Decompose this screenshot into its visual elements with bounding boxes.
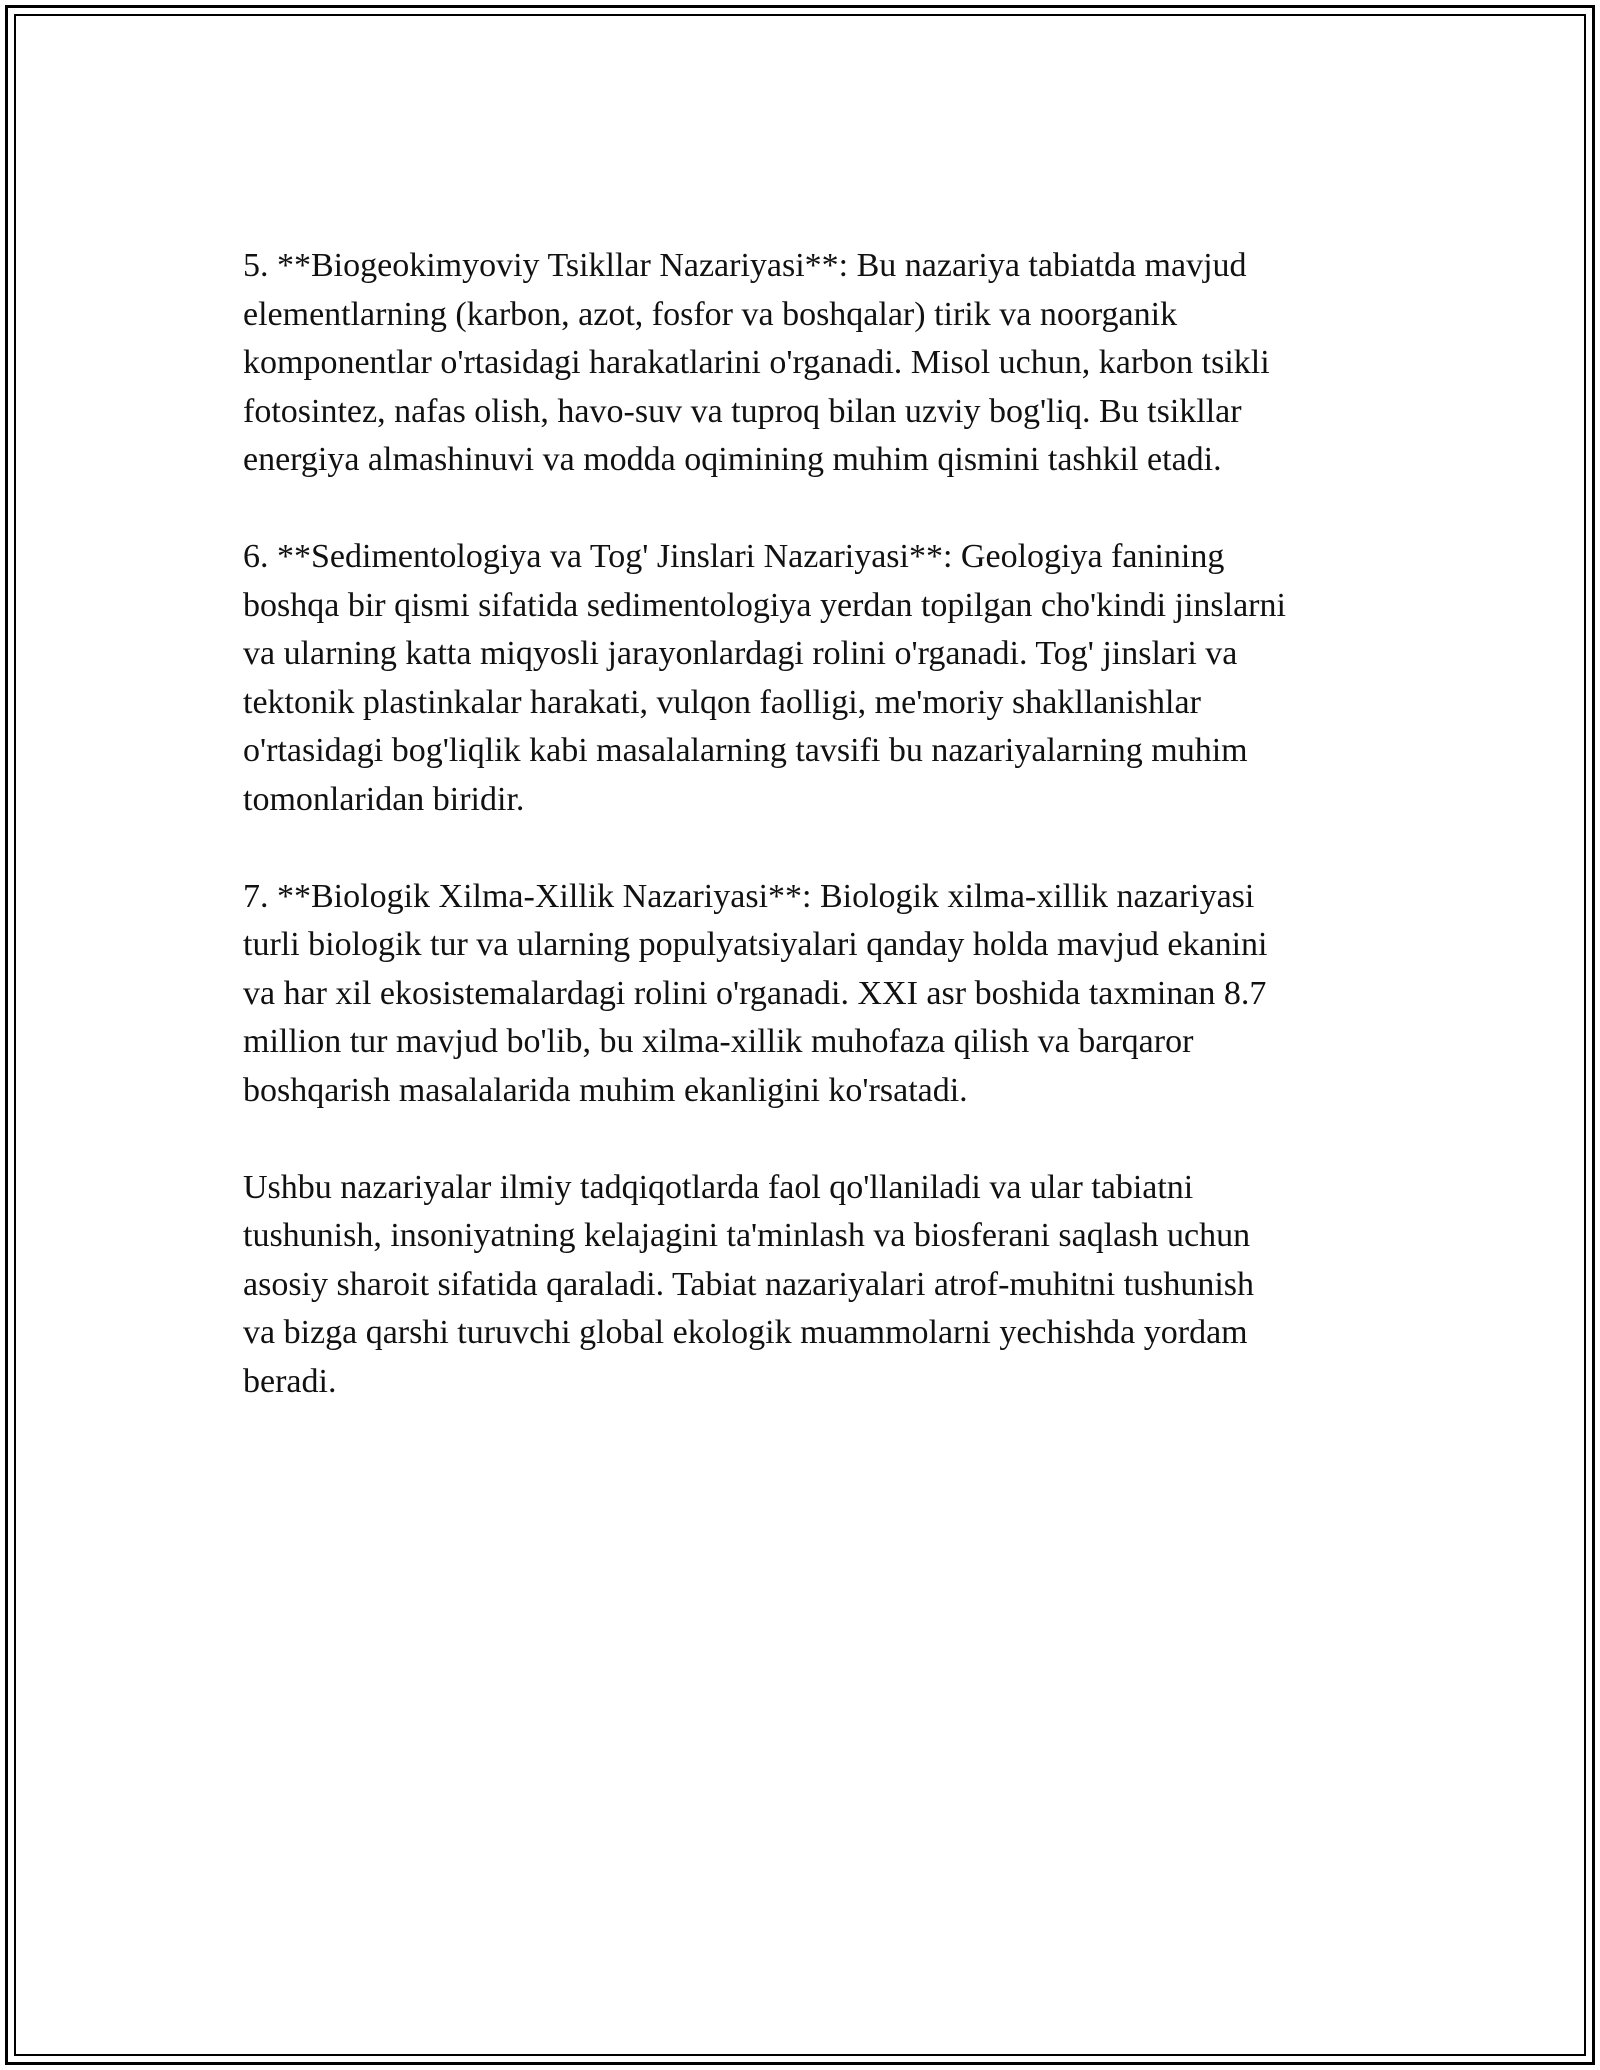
text-line: elementlarning (karbon, azot, fosfor va boshqalar) tirik va noorganik <box>243 295 1178 333</box>
text-line: asosiy sharoit sifatida qaraladi. Tabiat nazariyalari atrof-muhitni tushunish <box>243 1265 1255 1303</box>
text-line: tektonik plastinkalar harakati, vulqon faolligi, me'moriy shakllanishlar <box>243 683 1201 721</box>
text-line: tomonlaridan biridir. <box>243 780 525 818</box>
paragraph-5-biogeochemical-cycles <box>243 242 1383 485</box>
paragraph-conclusion <box>243 1164 1383 1407</box>
text-line: Ushbu nazariyalar ilmiy tadqiqotlarda faol qo'llaniladi va ular tabiatni <box>243 1168 1194 1206</box>
paragraph-6-sedimentology <box>243 533 1383 824</box>
text-line: energiya almashinuvi va modda oqimining muhim qismini tashkil etadi. <box>243 441 1222 478</box>
text-line: million tur mavjud bo'lib, bu xilma-xillik muhofaza qilish va barqaror <box>243 1023 1194 1060</box>
text-line: 5. **Biogeokimyoviy Tsikllar Nazariyasi**: Bu nazariya tabiatda mavjud <box>243 247 1247 284</box>
text-line: 7. **Biologik Xilma-Xillik Nazariyasi**: Biologik xilma-xillik nazariyasi <box>243 877 1255 915</box>
page-frame <box>5 5 1595 2065</box>
text-line: komponentlar o'rtasidagi harakatlarini o'rganadi. Misol uchun, karbon tsikli <box>243 344 1270 381</box>
text-line: 6. **Sedimentologiya va Tog' Jinslari Nazariyasi**: Geologiya fanining <box>243 538 1225 575</box>
text-line: boshqa bir qismi sifatida sedimentologiya yerdan topilgan cho'kindi jinslarni <box>243 586 1286 624</box>
document-body <box>243 242 1383 1455</box>
text-line: tushunish, insoniyatning kelajagini ta'minlash va biosferani saqlash uchun <box>243 1217 1251 1254</box>
text-line: boshqarish masalalarida muhim ekanligini ko'rsatadi. <box>243 1071 968 1109</box>
text-line: fotosintez, nafas olish, havo-suv va tuproq bilan uzviy bog'liq. Bu tsikllar <box>243 392 1242 430</box>
text-line: o'rtasidagi bog'liqlik kabi masalalarning tavsifi bu nazariyalarning muhim <box>243 732 1248 769</box>
text-line: va har xil ekosistemalardagi rolini o'rganadi. XXI asr boshida taxminan 8.7 <box>243 974 1267 1012</box>
paragraph-7-biodiversity <box>243 873 1383 1116</box>
text-line: va bizga qarshi turuvchi global ekologik muammolarni yechishda yordam <box>243 1314 1248 1351</box>
text-line: beradi. <box>243 1362 337 1400</box>
text-line: va ularning katta miqyosli jarayonlardagi rolini o'rganadi. Tog' jinslari va <box>243 635 1238 672</box>
text-line: turli biologik tur va ularning populyatsiyalari qanday holda mavjud ekanini <box>243 926 1268 963</box>
